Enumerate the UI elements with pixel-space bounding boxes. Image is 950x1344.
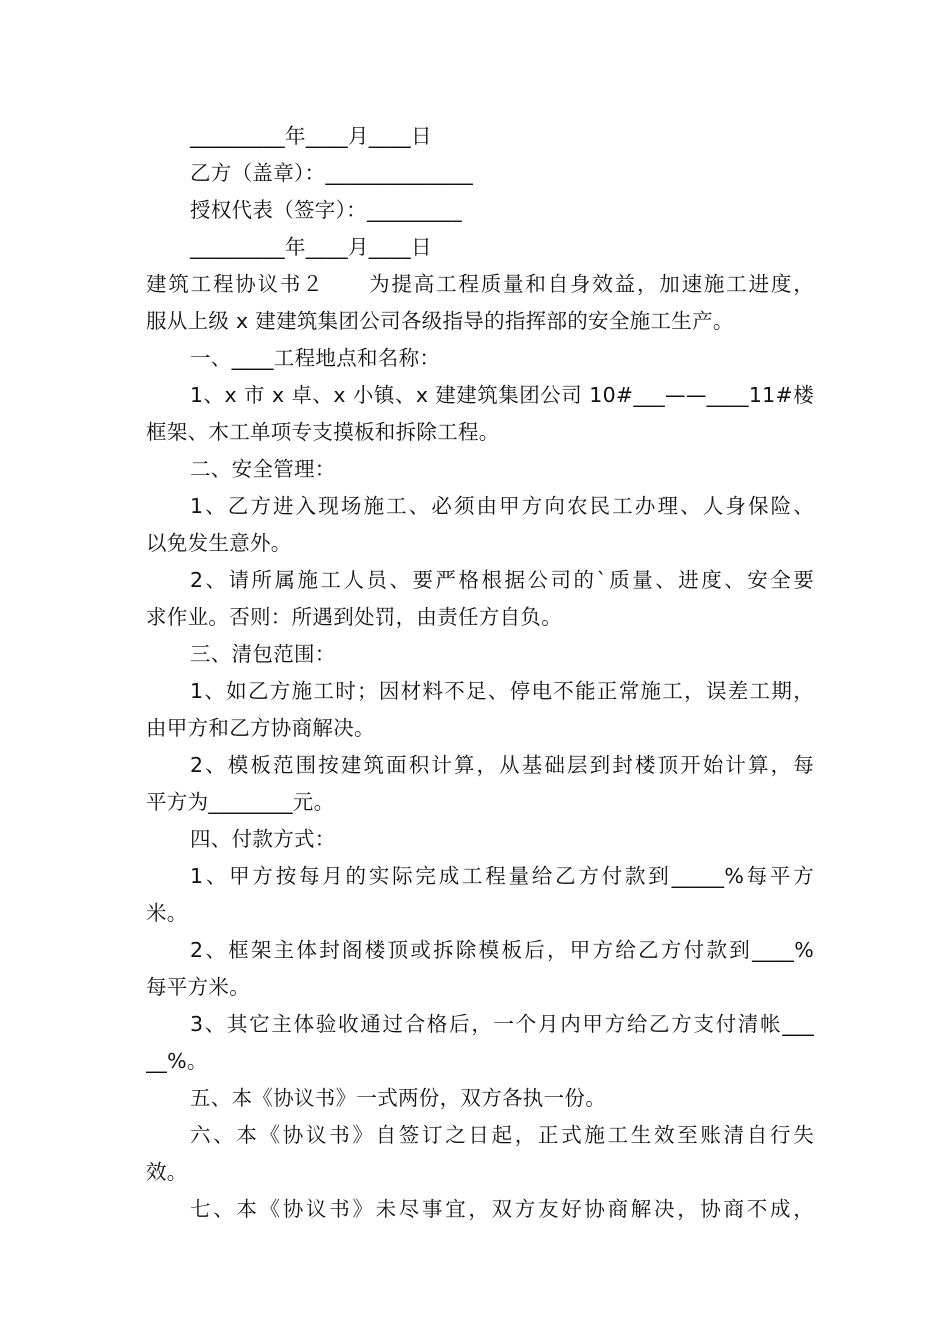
document-line: 1、甲方按每月的实际完成工程量给乙方付款到_____%每平方 [190, 864, 814, 888]
document-line: 由甲方和乙方协商解决。 [146, 716, 375, 740]
document-line: 2、请所属施工人员、要严格根据公司的`质量、进度、安全要 [190, 568, 814, 592]
document-line: 服从上级 x 建建筑集团公司各级指导的指挥部的安全施工生产。 [146, 309, 734, 333]
document-body [146, 118, 814, 1228]
document-line: 求作业。否则：所遇到处罚，由责任方自负。 [146, 605, 562, 629]
document-line: 2、模板范围按建筑面积计算，从基础层到封楼顶开始计算，每 [190, 753, 814, 777]
document-line: _________年____月____日 [190, 124, 432, 148]
document-line: 3、其它主体验收通过合格后，一个月内甲方给乙方支付清帐___ [190, 1012, 814, 1036]
document-line: 三、清包范围： [190, 642, 336, 666]
document-line: _________年____月____日 [190, 235, 432, 259]
document-line: 乙方（盖章）：______________ [190, 161, 474, 185]
document-line: 效。 [146, 1160, 188, 1184]
document-line: __%。 [146, 1049, 208, 1073]
document-line: 七、本《协议书》未尽事宜，双方友好协商解决，协商不成， [190, 1197, 814, 1221]
document-line: 四、付款方式： [190, 827, 336, 851]
document-line: 五、本《协议书》一式两份，双方各执一份。 [190, 1086, 606, 1110]
document-line: 2、框架主体封阁楼顶或拆除模板后，甲方给乙方付款到____% [190, 938, 814, 962]
document-line: 平方为________元。 [146, 790, 335, 814]
document-line: 二、安全管理： [190, 457, 336, 481]
document-line: 以免发生意外。 [146, 531, 292, 555]
document-line: 每平方米。 [146, 975, 250, 999]
document-line: 六、本《协议书》自签订之日起，正式施工生效至账清自行失 [190, 1123, 814, 1147]
document-line: 米。 [146, 901, 188, 925]
document-line: 1、x 市 x 卓、x 小镇、x 建建筑集团公司 10#___——____11#楼 [190, 383, 814, 407]
document-line: 框架、木工单项专支摸板和拆除工程。 [146, 420, 500, 444]
document-line: 建筑工程协议书２ 为提高工程质量和自身效益，加速施工进度， [146, 272, 814, 296]
document-line: 授权代表（签字）：_________ [190, 198, 462, 222]
document-line: 1、乙方进入现场施工、必须由甲方向农民工办理、人身保险、 [190, 494, 814, 518]
document-line: 一、____工程地点和名称： [190, 346, 441, 370]
document-line: 1、如乙方施工时；因材料不足、停电不能正常施工，误差工期， [190, 679, 814, 703]
